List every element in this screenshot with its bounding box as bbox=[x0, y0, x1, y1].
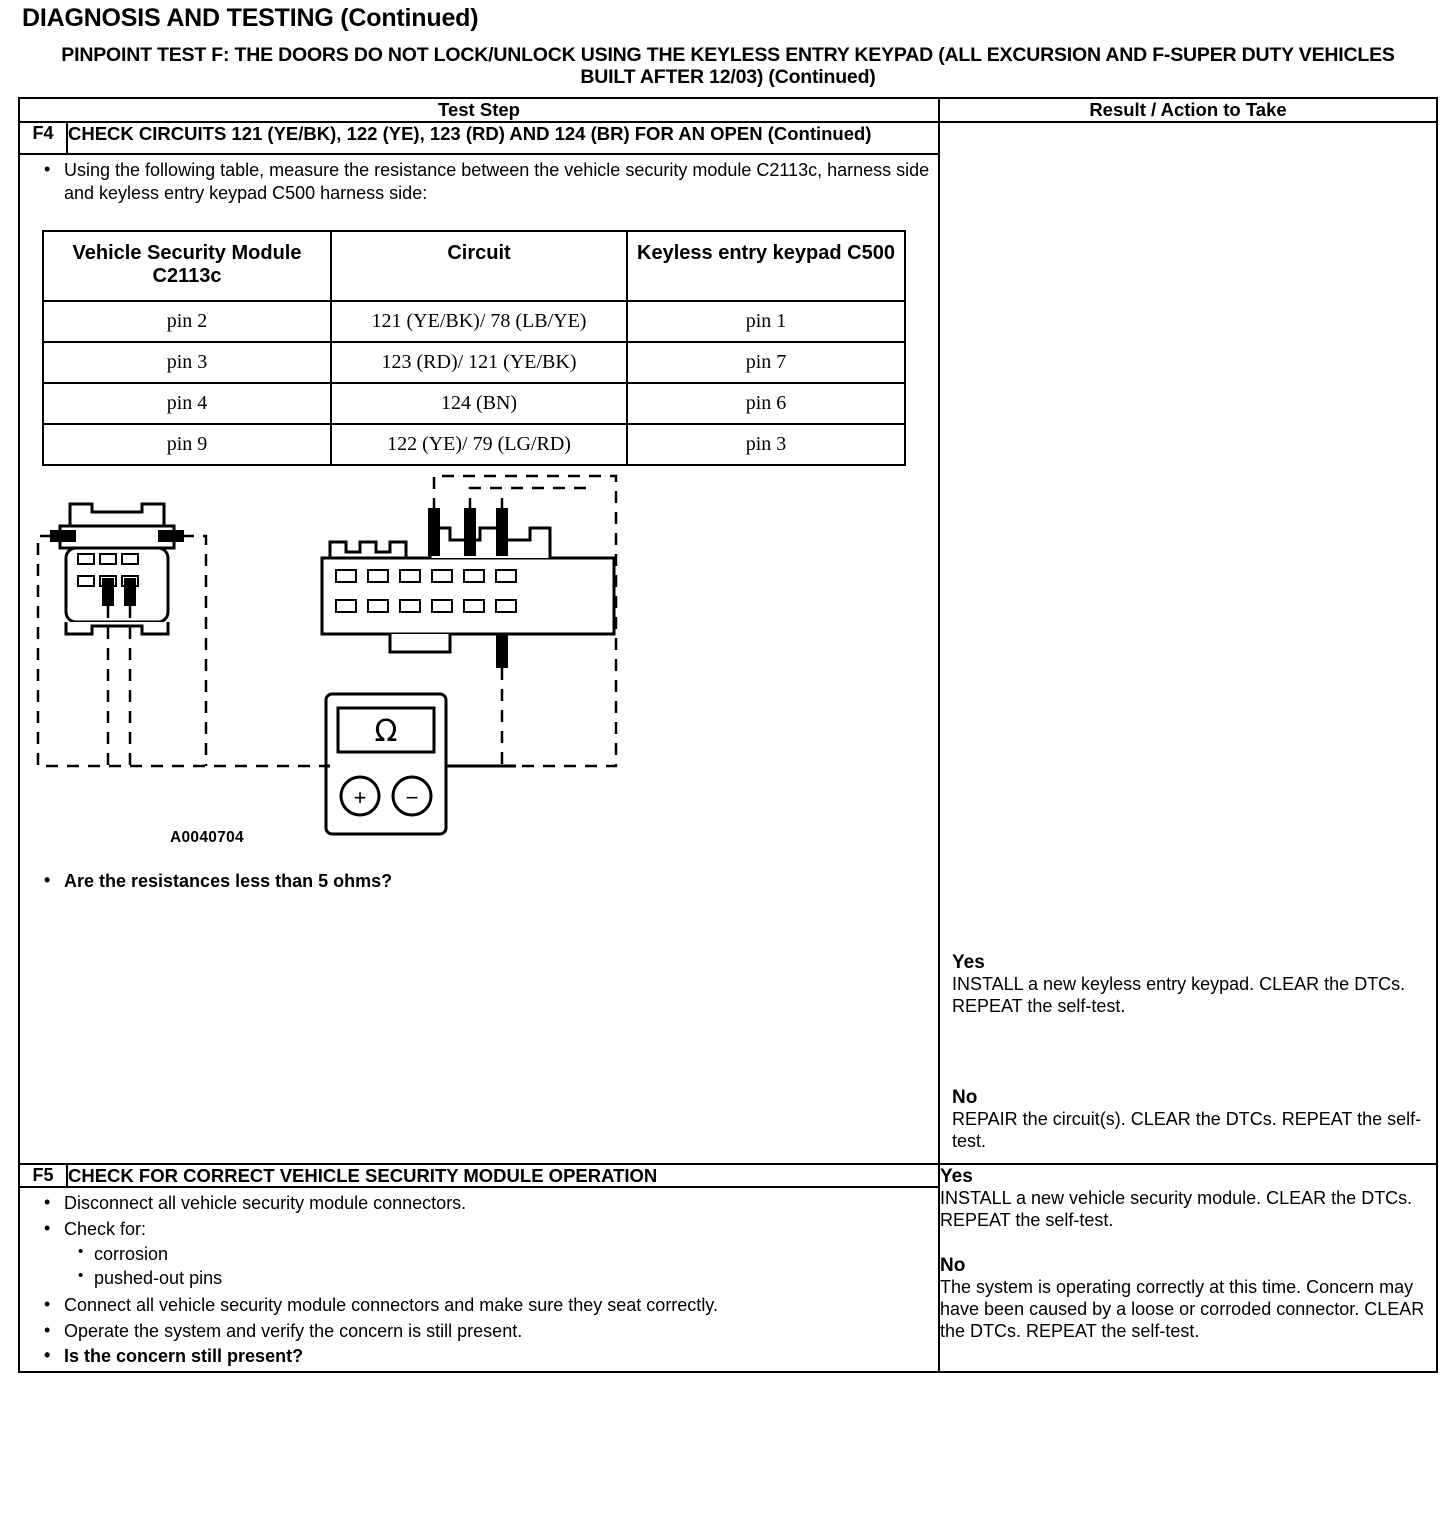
step-body-f5 bbox=[19, 1187, 939, 1371]
step-question-f5: • Is the concern still present? bbox=[20, 1345, 938, 1368]
cell-module-pin: pin 4 bbox=[43, 383, 331, 424]
result-yes-f4 bbox=[952, 951, 1426, 1018]
table-row bbox=[43, 301, 905, 342]
cell-module-pin: pin 2 bbox=[43, 301, 331, 342]
question-list-f4 bbox=[20, 870, 938, 893]
table-row bbox=[19, 1164, 1437, 1188]
instruction-list-f4 bbox=[20, 159, 938, 204]
table-row bbox=[43, 342, 905, 383]
result-cell-f5 bbox=[939, 1164, 1437, 1372]
measurement-col-header-circuit: Circuit bbox=[331, 231, 627, 301]
column-header-test-step: Test Step bbox=[19, 98, 939, 122]
step-question-f4: • Are the resistances less than 5 ohms? bbox=[20, 870, 938, 893]
table-row bbox=[43, 383, 905, 424]
meter-plus-label: + bbox=[353, 785, 367, 811]
result-no-text: REPAIR the circuit(s). CLEAR the DTCs. REPEAT the self-test. bbox=[952, 1108, 1422, 1151]
result-yes-text: INSTALL a new keyless entry keypad. CLEAR the DTCs. REPEAT the self-test. bbox=[952, 973, 1406, 1016]
list-item: • pushed-out pins bbox=[20, 1267, 938, 1290]
cell-circuit: 123 (RD)/ 121 (YE/BK) bbox=[331, 342, 627, 383]
list-item: • Using the following table, measure the resistance between the vehicle security module C2113c, harness side and keyless entry keypad C500 harness side: bbox=[20, 159, 938, 204]
list-item: • Disconnect all vehicle security module connectors. bbox=[20, 1192, 938, 1215]
pinpoint-test-title: PINPOINT TEST F: THE DOORS DO NOT LOCK/UNLOCK USING THE KEYLESS ENTRY KEYPAD (ALL EXCURSION AND F-SUPER DUTY VEHICLES BUILT AFTER 12/03) (Continued) bbox=[61, 44, 1395, 88]
pinpoint-test-table bbox=[18, 97, 1438, 1373]
measurement-col-header-keypad: Keyless entry keypad C500 bbox=[627, 231, 905, 301]
result-no-label: No bbox=[952, 1086, 978, 1108]
result-no-label: No bbox=[940, 1254, 966, 1276]
result-yes-label: Yes bbox=[952, 951, 985, 973]
cell-module-pin: pin 9 bbox=[43, 424, 331, 465]
cell-keypad-pin: pin 3 bbox=[627, 424, 905, 465]
result-cell-f4 bbox=[939, 122, 1437, 1164]
check-for-sublist bbox=[20, 1243, 938, 1290]
table-header-row bbox=[19, 98, 1437, 122]
result-no-text: The system is operating correctly at this time. Concern may have been caused by a loose or corroded connector. CLEAR the DTCs. REPEAT the self-test. bbox=[940, 1276, 1425, 1341]
list-item: • corrosion bbox=[20, 1243, 938, 1266]
document-page bbox=[0, 4, 1456, 1520]
figure-id: A0040704 bbox=[170, 829, 244, 847]
list-item: • Operate the system and verify the concern is still present. bbox=[20, 1320, 938, 1343]
instruction-list-f5-cont bbox=[20, 1294, 938, 1368]
meter-ohm-symbol: Ω bbox=[374, 714, 398, 750]
cell-circuit: 122 (YE)/ 79 (LG/RD) bbox=[331, 424, 627, 465]
result-no-f4 bbox=[952, 1086, 1426, 1153]
page-title: DIAGNOSIS AND TESTING (Continued) bbox=[22, 4, 479, 32]
list-item: • Check for: bbox=[20, 1218, 938, 1241]
wiring-diagram-svg bbox=[30, 466, 850, 846]
result-yes-text: INSTALL a new vehicle security module. CLEAR the DTCs. REPEAT the self-test. bbox=[940, 1187, 1413, 1230]
measurement-header-row bbox=[43, 231, 905, 301]
cell-keypad-pin: pin 7 bbox=[627, 342, 905, 383]
table-row bbox=[43, 424, 905, 465]
result-yes-label: Yes bbox=[940, 1165, 973, 1187]
column-header-result: Result / Action to Take bbox=[939, 98, 1437, 122]
list-item: • Connect all vehicle security module connectors and make sure they seat correctly. bbox=[20, 1294, 938, 1317]
cell-keypad-pin: pin 6 bbox=[627, 383, 905, 424]
instruction-list-f5 bbox=[20, 1192, 938, 1240]
step-id-f4: F4 bbox=[19, 122, 67, 154]
cell-module-pin: pin 3 bbox=[43, 342, 331, 383]
result-no-f5 bbox=[940, 1254, 1436, 1343]
cell-circuit: 124 (BN) bbox=[331, 383, 627, 424]
step-body-f4 bbox=[19, 154, 939, 1164]
step-heading-f5: CHECK FOR CORRECT VEHICLE SECURITY MODULE OPERATION bbox=[67, 1164, 939, 1188]
cell-keypad-pin: pin 1 bbox=[627, 301, 905, 342]
result-yes-f5 bbox=[940, 1165, 1436, 1232]
step-heading-f4: CHECK CIRCUITS 121 (YE/BK), 122 (YE), 123 (RD) AND 124 (BR) FOR AN OPEN (Continued) bbox=[67, 122, 939, 154]
table-row bbox=[19, 122, 1437, 154]
meter-minus-label: − bbox=[405, 785, 419, 811]
wiring-test-diagram bbox=[30, 466, 938, 866]
step-id-f5: F5 bbox=[19, 1164, 67, 1188]
measurement-col-header-module: Vehicle Security Module C2113c bbox=[43, 231, 331, 301]
cell-circuit: 121 (YE/BK)/ 78 (LB/YE) bbox=[331, 301, 627, 342]
measurement-table bbox=[42, 230, 906, 466]
